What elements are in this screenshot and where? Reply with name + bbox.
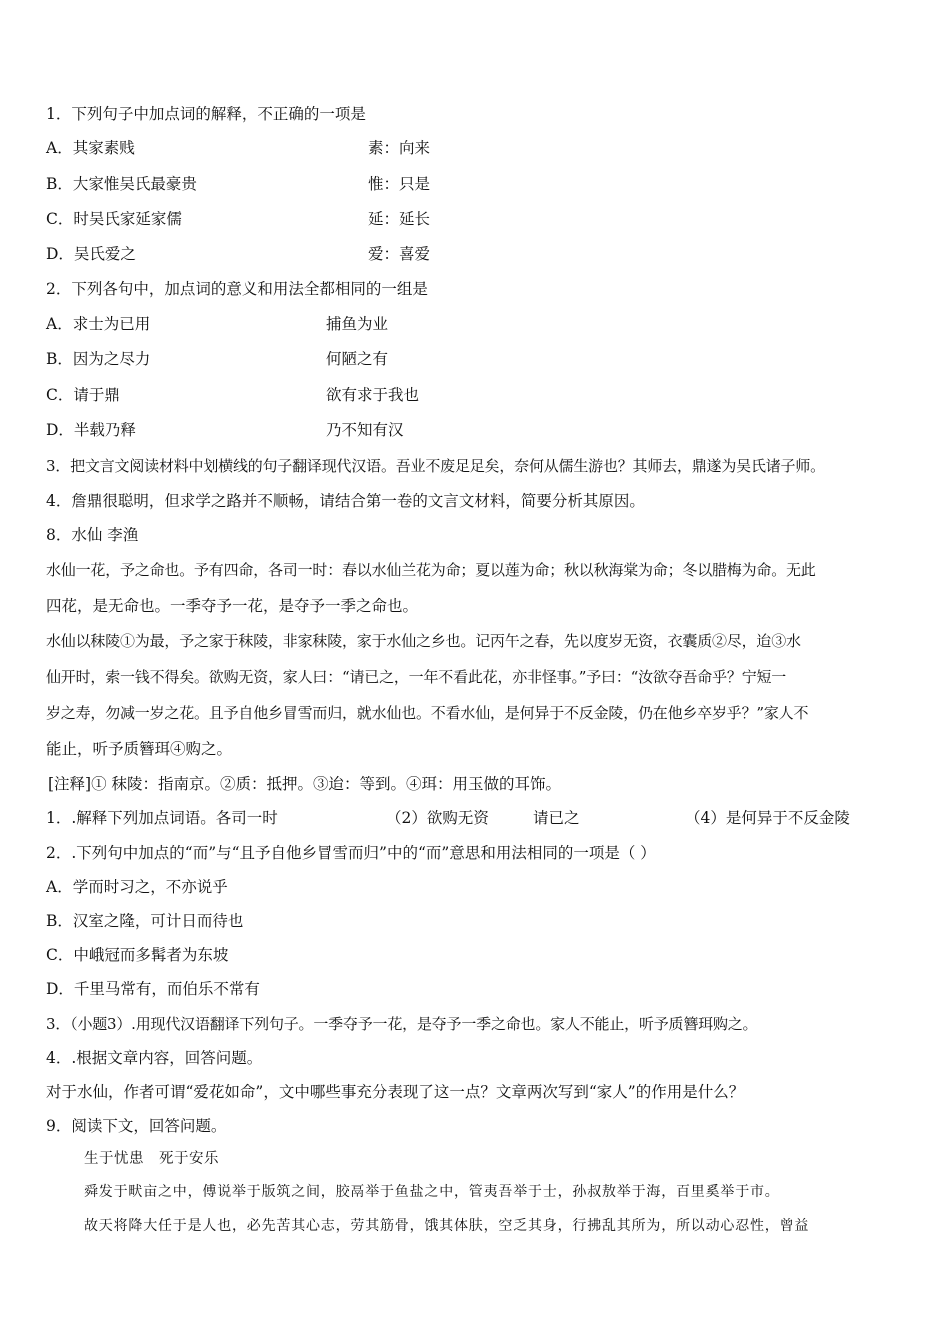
p9-heading: 9．阅读下文，回答问题。 <box>46 1117 227 1135</box>
q1-option-a-gloss: 素：向来 <box>368 139 431 157</box>
p8-para2-line1: 水仙以秣陵①为最，予之家于秣陵，非家秣陵，家于水仙之乡也。记丙午之春，先以度岁无资，衣囊质②尽，迨③水 <box>46 632 801 650</box>
q1-option-b-gloss: 惟：只是 <box>368 175 431 193</box>
q1-option-c-gloss: 延：延长 <box>368 210 431 228</box>
p9-line1: 舜发于畎亩之中，傅说举于版筑之间，胶鬲举于鱼盐之中，管夷吾举于士，孙叔敖举于海，百里奚举于市。 <box>84 1184 780 1200</box>
p9-title: 生于忧患 死于安乐 <box>84 1151 219 1167</box>
p8-sub4: 4．.根据文章内容，回答问题。 <box>46 1049 263 1067</box>
p8-sub1-c: 请已之 <box>533 809 580 827</box>
q2-option-d-pair: 乃不知有汉 <box>326 421 404 439</box>
p8-sub4-question: 对于水仙，作者可谓“爱花如命”，文中哪些事充分表现了这一点？文章两次写到“家人”的作用是什么？ <box>46 1083 745 1101</box>
q1-option-b: B．大家惟吴氏最豪贵 <box>46 175 197 193</box>
q2-stem: 2．下列各句中，加点词的意义和用法全都相同的一组是 <box>46 280 428 298</box>
q2-option-c-pair: 欲有求于我也 <box>326 386 420 404</box>
p8-sub3: 3．（小题3）.用现代汉语翻译下列句子。一季夺予一花，是夺予一季之命也。家人不能止，听予质簪珥购之。 <box>46 1015 758 1033</box>
p8-sub1-b: （2）欲购无资 <box>386 809 489 827</box>
p8-para2-line3: 岁之寿，勿减一岁之花。且予自他乡冒雪而归，就水仙也。不看水仙，是何异于不反金陵，仍在他乡卒岁乎？”家人不 <box>46 704 809 722</box>
p8-sub2-option-d: D．千里马常有，而伯乐不常有 <box>46 980 260 998</box>
p8-sub1-d: （4）是何异于不反金陵 <box>685 809 850 827</box>
q3-text: 3．把文言文阅读材料中划横线的句子翻译现代汉语。吾业不废足足矣，奈何从儒生游也？其师去，鼎遂为吴氏诸子师。 <box>46 457 825 475</box>
p9-line2: 故天将降大任于是人也，必先苦其心志，劳其筋骨，饿其体肤，空乏其身，行拂乱其所为，所以动心忍性，曾益 <box>84 1218 810 1234</box>
p8-para2-line4: 能止，听予质簪珥④购之。 <box>46 740 233 758</box>
q2-option-b: B．因为之尽力 <box>46 350 151 368</box>
q2-option-a-pair: 捕鱼为业 <box>326 315 389 333</box>
p8-heading: 8．水仙 李渔 <box>46 526 139 544</box>
q1-option-a: A．其家素贱 <box>46 139 135 157</box>
q4-text: 4．詹鼎很聪明，但求学之路并不顺畅，请结合第一卷的文言文材料，简要分析其原因。 <box>46 492 645 510</box>
q2-option-b-pair: 何陋之有 <box>326 350 389 368</box>
q1-stem: 1．下列句子中加点词的解释，不正确的一项是 <box>46 105 366 123</box>
q2-option-a: A．求士为已用 <box>46 315 151 333</box>
p8-para1-line1: 水仙一花，予之命也。予有四命，各司一时：春以水仙兰花为命；夏以莲为命；秋以秋海棠为命；冬以腊梅为命。无此 <box>46 561 816 579</box>
q1-option-d-gloss: 爱：喜爱 <box>368 245 431 263</box>
p8-sub2-option-a: A．学而时习之，不亦说乎 <box>46 878 228 896</box>
q2-option-d: D．半载乃释 <box>46 421 136 439</box>
q1-option-c: C．时吴氏家延家儒 <box>46 210 182 228</box>
p8-note: [注释]① 秣陵：指南京。②质：抵押。③迨：等到。④珥：用玉做的耳饰。 <box>48 775 562 793</box>
p8-para1-line2: 四花，是无命也。一季夺予一花，是夺予一季之命也。 <box>46 597 419 615</box>
p8-sub2-stem: 2．.下列句中加点的“而”与“且予自他乡冒雪而归”中的“而”意思和用法相同的一项是（ ） <box>46 844 656 862</box>
p8-sub2-option-c: C．中峨冠而多髯者为东坡 <box>46 946 229 964</box>
p8-sub1-a: 1．.解释下列加点词语。各司一时 <box>46 809 278 827</box>
q2-option-c: C．请于鼎 <box>46 386 120 404</box>
q1-option-d: D．吴氏爱之 <box>46 245 136 263</box>
p8-para2-line2: 仙开时，索一钱不得矣。欲购无资，家人曰：“请已之，一年不看此花，亦非怪事。”予曰：“汝欲夺吾命乎？宁短一 <box>46 668 787 686</box>
p8-sub2-option-b: B．汉室之隆，可计日而待也 <box>46 912 244 930</box>
